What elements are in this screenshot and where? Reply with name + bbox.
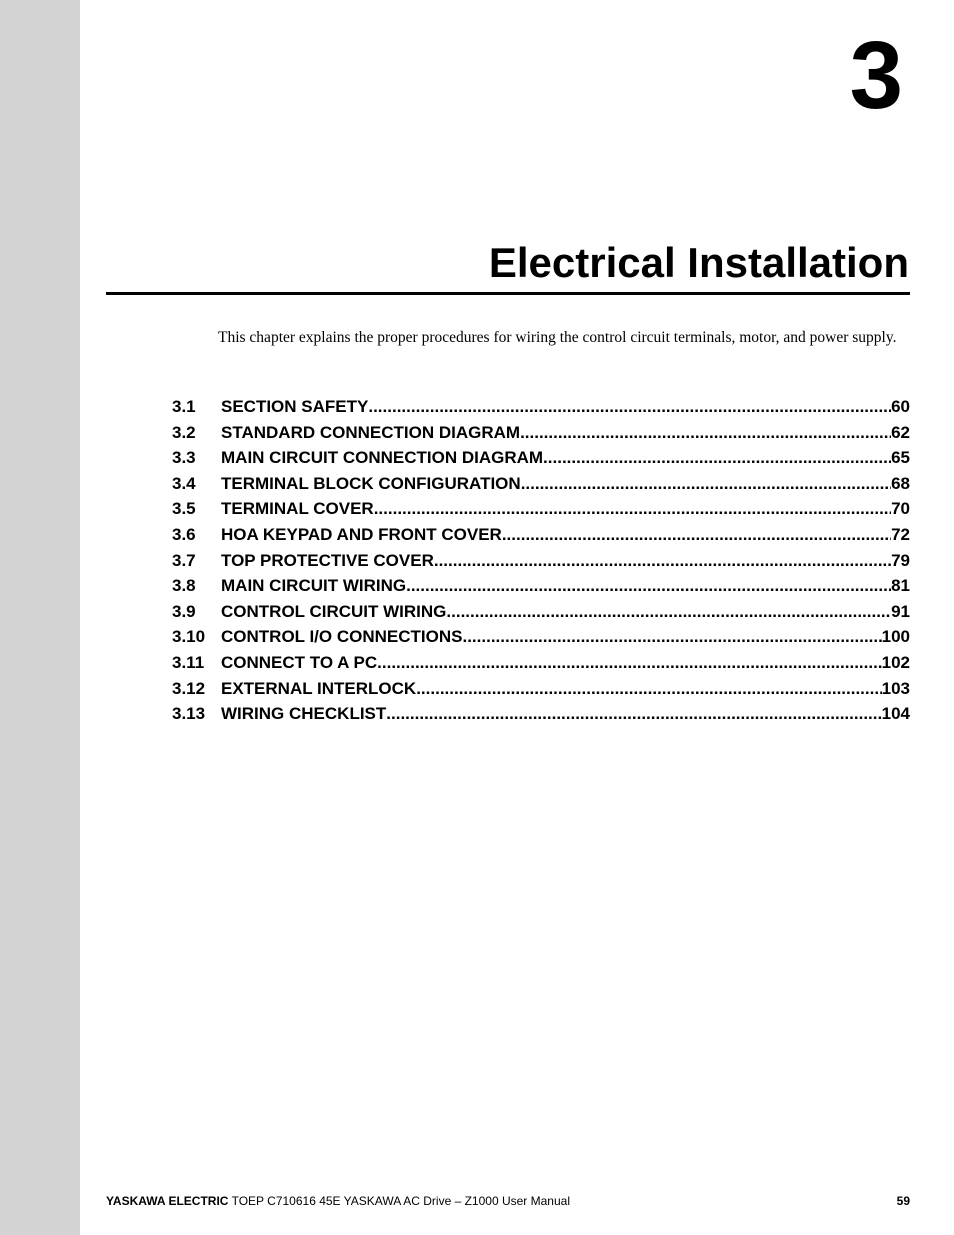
toc-entry[interactable] — [172, 679, 910, 705]
toc-entry-title: TERMINAL BLOCK CONFIGURATION — [221, 473, 521, 493]
toc-dot-leader — [386, 704, 881, 724]
toc-entry[interactable] — [172, 704, 910, 730]
toc-entry[interactable] — [172, 499, 910, 525]
toc-dot-leader — [416, 679, 881, 699]
toc-entry-title: CONTROL CIRCUIT WIRING — [221, 601, 447, 621]
toc-entry-title: SECTION SAFETY — [221, 397, 369, 416]
side-margin-band — [0, 0, 80, 1235]
toc-entry-page: 103 — [881, 678, 910, 698]
toc-entry-page: 81 — [891, 576, 910, 596]
footer-brand: YASKAWA ELECTRIC — [106, 1194, 229, 1208]
toc-dot-leader — [502, 525, 891, 545]
chapter-intro: This chapter explains the proper procedures for wiring the control circuit terminals, motor, and power supply. — [218, 329, 897, 346]
title-divider — [106, 292, 910, 295]
toc-entry-title: EXTERNAL INTERLOCK — [221, 678, 417, 698]
toc-entry-number: 3.12 — [172, 678, 206, 698]
toc-entry-title: MAIN CIRCUIT WIRING — [221, 576, 407, 596]
toc-entry-number: 3.8 — [172, 576, 196, 596]
toc-entry-title: HOA KEYPAD AND FRONT COVER — [221, 524, 502, 544]
toc-entry-title: STANDARD CONNECTION DIAGRAM — [221, 422, 521, 442]
toc-entry-number: 3.11 — [172, 652, 205, 672]
toc-entry[interactable] — [172, 423, 910, 449]
toc-dot-leader — [377, 653, 881, 673]
toc-entry[interactable] — [172, 627, 910, 653]
toc-entry-page: 79 — [891, 550, 910, 570]
page-footer — [106, 1194, 910, 1208]
toc-entry-page: 102 — [881, 652, 910, 672]
toc-entry-page: 62 — [891, 422, 910, 442]
toc-entry-title: MAIN CIRCUIT CONNECTION DIAGRAM — [221, 448, 544, 468]
toc-entry-page: 60 — [891, 397, 910, 416]
toc-entry-page: 65 — [891, 448, 910, 468]
toc-entry[interactable] — [172, 653, 910, 679]
toc-dot-leader — [406, 576, 891, 596]
toc-entry-number: 3.7 — [172, 550, 196, 570]
toc-entry-number: 3.5 — [172, 499, 196, 519]
toc-entry-number: 3.10 — [172, 627, 206, 647]
toc-entry-page: 68 — [891, 473, 910, 493]
toc-entry-title: TOP PROTECTIVE COVER — [221, 550, 434, 570]
toc-entry[interactable] — [172, 576, 910, 602]
toc-entry[interactable] — [172, 602, 910, 628]
toc-dot-leader — [462, 627, 881, 647]
toc-entry-number: 3.13 — [172, 704, 206, 724]
footer-document-title: TOEP C710616 45E YASKAWA AC Drive – Z1000 User Manual — [228, 1194, 570, 1208]
chapter-number: 3 — [849, 22, 902, 129]
toc-entry-page: 72 — [891, 524, 910, 544]
toc-entry-number: 3.1 — [172, 397, 196, 416]
toc-entry-page: 100 — [881, 627, 910, 647]
table-of-contents — [172, 397, 910, 730]
toc-entry-number: 3.3 — [172, 448, 196, 468]
toc-entry-title: CONNECT TO A PC — [221, 652, 378, 672]
toc-dot-leader — [520, 423, 891, 443]
toc-entry[interactable] — [172, 397, 910, 423]
toc-dot-leader — [434, 551, 891, 571]
footer-page-number: 59 — [896, 1194, 910, 1208]
toc-dot-leader — [521, 474, 891, 494]
toc-entry-title: WIRING CHECKLIST — [221, 704, 387, 724]
toc-dot-leader — [374, 499, 891, 519]
toc-entry-number: 3.4 — [172, 473, 196, 493]
toc-entry[interactable] — [172, 551, 910, 577]
chapter-title: Electrical Installation — [488, 239, 909, 286]
toc-entry-page: 70 — [891, 499, 910, 519]
toc-entry-number: 3.6 — [172, 524, 196, 544]
toc-dot-leader — [446, 602, 891, 622]
toc-dot-leader — [543, 448, 891, 468]
toc-dot-leader — [368, 397, 891, 417]
toc-entry[interactable] — [172, 448, 910, 474]
toc-entry-number: 3.2 — [172, 422, 196, 442]
toc-entry-page: 104 — [881, 704, 910, 724]
toc-entry-number: 3.9 — [172, 601, 196, 621]
toc-entry[interactable] — [172, 525, 910, 551]
toc-entry-page: 91 — [891, 601, 910, 621]
toc-entry-title: TERMINAL COVER — [221, 499, 374, 519]
toc-entry[interactable] — [172, 474, 910, 500]
toc-entry-title: CONTROL I/O CONNECTIONS — [221, 627, 463, 647]
